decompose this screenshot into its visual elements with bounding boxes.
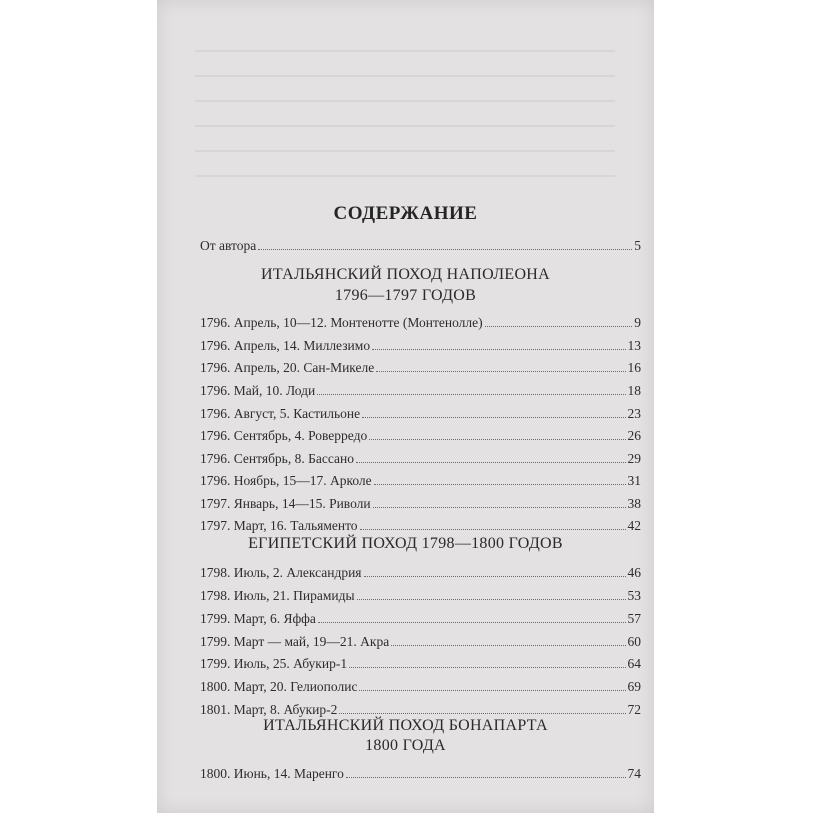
section-heading: ИТАЛЬЯНСКИЙ ПОХОД НАПОЛЕОНА [260, 266, 551, 283]
toc-entry [200, 472, 641, 490]
entry-page: 23 [627, 406, 641, 421]
book-page [157, 0, 654, 813]
leader-dots [376, 370, 625, 372]
toc-entry [200, 359, 641, 377]
show-through-text [195, 100, 615, 102]
leader-dots [362, 416, 625, 418]
entry-page: 18 [627, 383, 641, 398]
toc-entry [200, 427, 641, 445]
section-heading-years: 1796—1797 ГОДОВ [334, 287, 477, 304]
entry-title: 1801. Март, 8. Абукир-2 [200, 702, 338, 717]
show-through-text [195, 150, 615, 152]
leader-dots [372, 348, 625, 350]
toc-title: СОДЕРЖАНИЕ [333, 203, 478, 224]
leader-dots [485, 325, 633, 327]
entry-page: 31 [627, 473, 641, 488]
leader-dots [373, 506, 626, 508]
section-heading: ИТАЛЬЯНСКИЙ ПОХОД БОНАПАРТА [263, 717, 548, 734]
leader-dots [391, 644, 625, 646]
entry-page: 74 [627, 766, 641, 781]
entry-page: 72 [627, 702, 641, 717]
show-through-text [195, 175, 615, 177]
leader-dots [258, 248, 632, 250]
toc-entry [200, 405, 641, 423]
leader-dots [360, 528, 626, 530]
entry-page: 64 [627, 656, 641, 671]
toc-entry [200, 517, 641, 535]
entry-title: 1797. Март, 16. Тальяменто [200, 518, 358, 533]
leader-dots [356, 461, 626, 463]
entry-title: 1797. Январь, 14—15. Риволи [200, 496, 371, 511]
entry-title: 1796. Май, 10. Лоди [200, 383, 316, 398]
leader-dots [364, 575, 626, 577]
entry-title: 1800. Март, 20. Гелиополис [200, 679, 358, 694]
section-heading: ЕГИПЕТСКИЙ ПОХОД 1798—1800 ГОДОВ [248, 535, 563, 552]
toc-entry [200, 633, 641, 651]
entry-title: 1799. Март — май, 19—21. Акра [200, 634, 390, 649]
entry-page: 26 [627, 428, 641, 443]
toc-entry [200, 587, 641, 605]
entry-page: 57 [627, 611, 641, 626]
toc-entry [200, 765, 641, 783]
entry-title: 1796. Ноябрь, 15—17. Арколе [200, 473, 372, 488]
entry-title: 1796. Сентябрь, 4. Роверредо [200, 428, 368, 443]
entry-page: 53 [627, 588, 641, 603]
entry-page: 5 [634, 238, 641, 253]
entry-title: 1800. Июнь, 14. Маренго [200, 766, 344, 781]
entry-title: 1798. Июль, 2. Александрия [200, 565, 362, 580]
entry-page: 60 [627, 634, 641, 649]
toc-entry-intro [200, 237, 641, 255]
entry-title: 1796. Апрель, 20. Сан-Микеле [200, 360, 375, 375]
show-through-text [195, 125, 615, 127]
leader-dots [318, 621, 626, 623]
entry-page: 42 [627, 518, 641, 533]
toc-entry [200, 337, 641, 355]
entry-title: 1798. Июль, 21. Пирамиды [200, 588, 355, 603]
entry-title: 1796. Апрель, 10—12. Монтенотте (Монтенолле) [200, 315, 483, 330]
leader-dots [346, 776, 626, 778]
entry-page: 46 [627, 565, 641, 580]
toc-entry [200, 495, 641, 513]
leader-dots [317, 393, 625, 395]
entry-page: 69 [627, 679, 641, 694]
entry-page: 16 [627, 360, 641, 375]
show-through-text [195, 75, 615, 77]
toc-entry [200, 655, 641, 673]
entry-title: 1796. Сентябрь, 8. Бассано [200, 451, 354, 466]
toc-entry [200, 314, 641, 332]
show-through-text [195, 50, 615, 52]
entry-title: 1799. Март, 6. Яффа [200, 611, 316, 626]
entry-title: 1796. Август, 5. Кастильоне [200, 406, 361, 421]
toc-entry [200, 610, 641, 628]
toc-entry [200, 678, 641, 696]
leader-dots [357, 598, 626, 600]
leader-dots [369, 438, 625, 440]
entry-page: 29 [627, 451, 641, 466]
leader-dots [359, 689, 625, 691]
entry-title: 1796. Апрель, 14. Миллезимо [200, 338, 371, 353]
leader-dots [339, 712, 625, 714]
leader-dots [349, 666, 625, 668]
entry-page: 13 [627, 338, 641, 353]
entry-title: 1799. Июль, 25. Абукир-1 [200, 656, 348, 671]
toc-entry [200, 564, 641, 582]
toc-entry [200, 382, 641, 400]
toc-entry [200, 450, 641, 468]
leader-dots [374, 483, 626, 485]
entry-title: От автора [200, 238, 257, 253]
section-heading-years: 1800 ГОДА [365, 737, 446, 754]
entry-page: 9 [634, 315, 641, 330]
entry-page: 38 [627, 496, 641, 511]
